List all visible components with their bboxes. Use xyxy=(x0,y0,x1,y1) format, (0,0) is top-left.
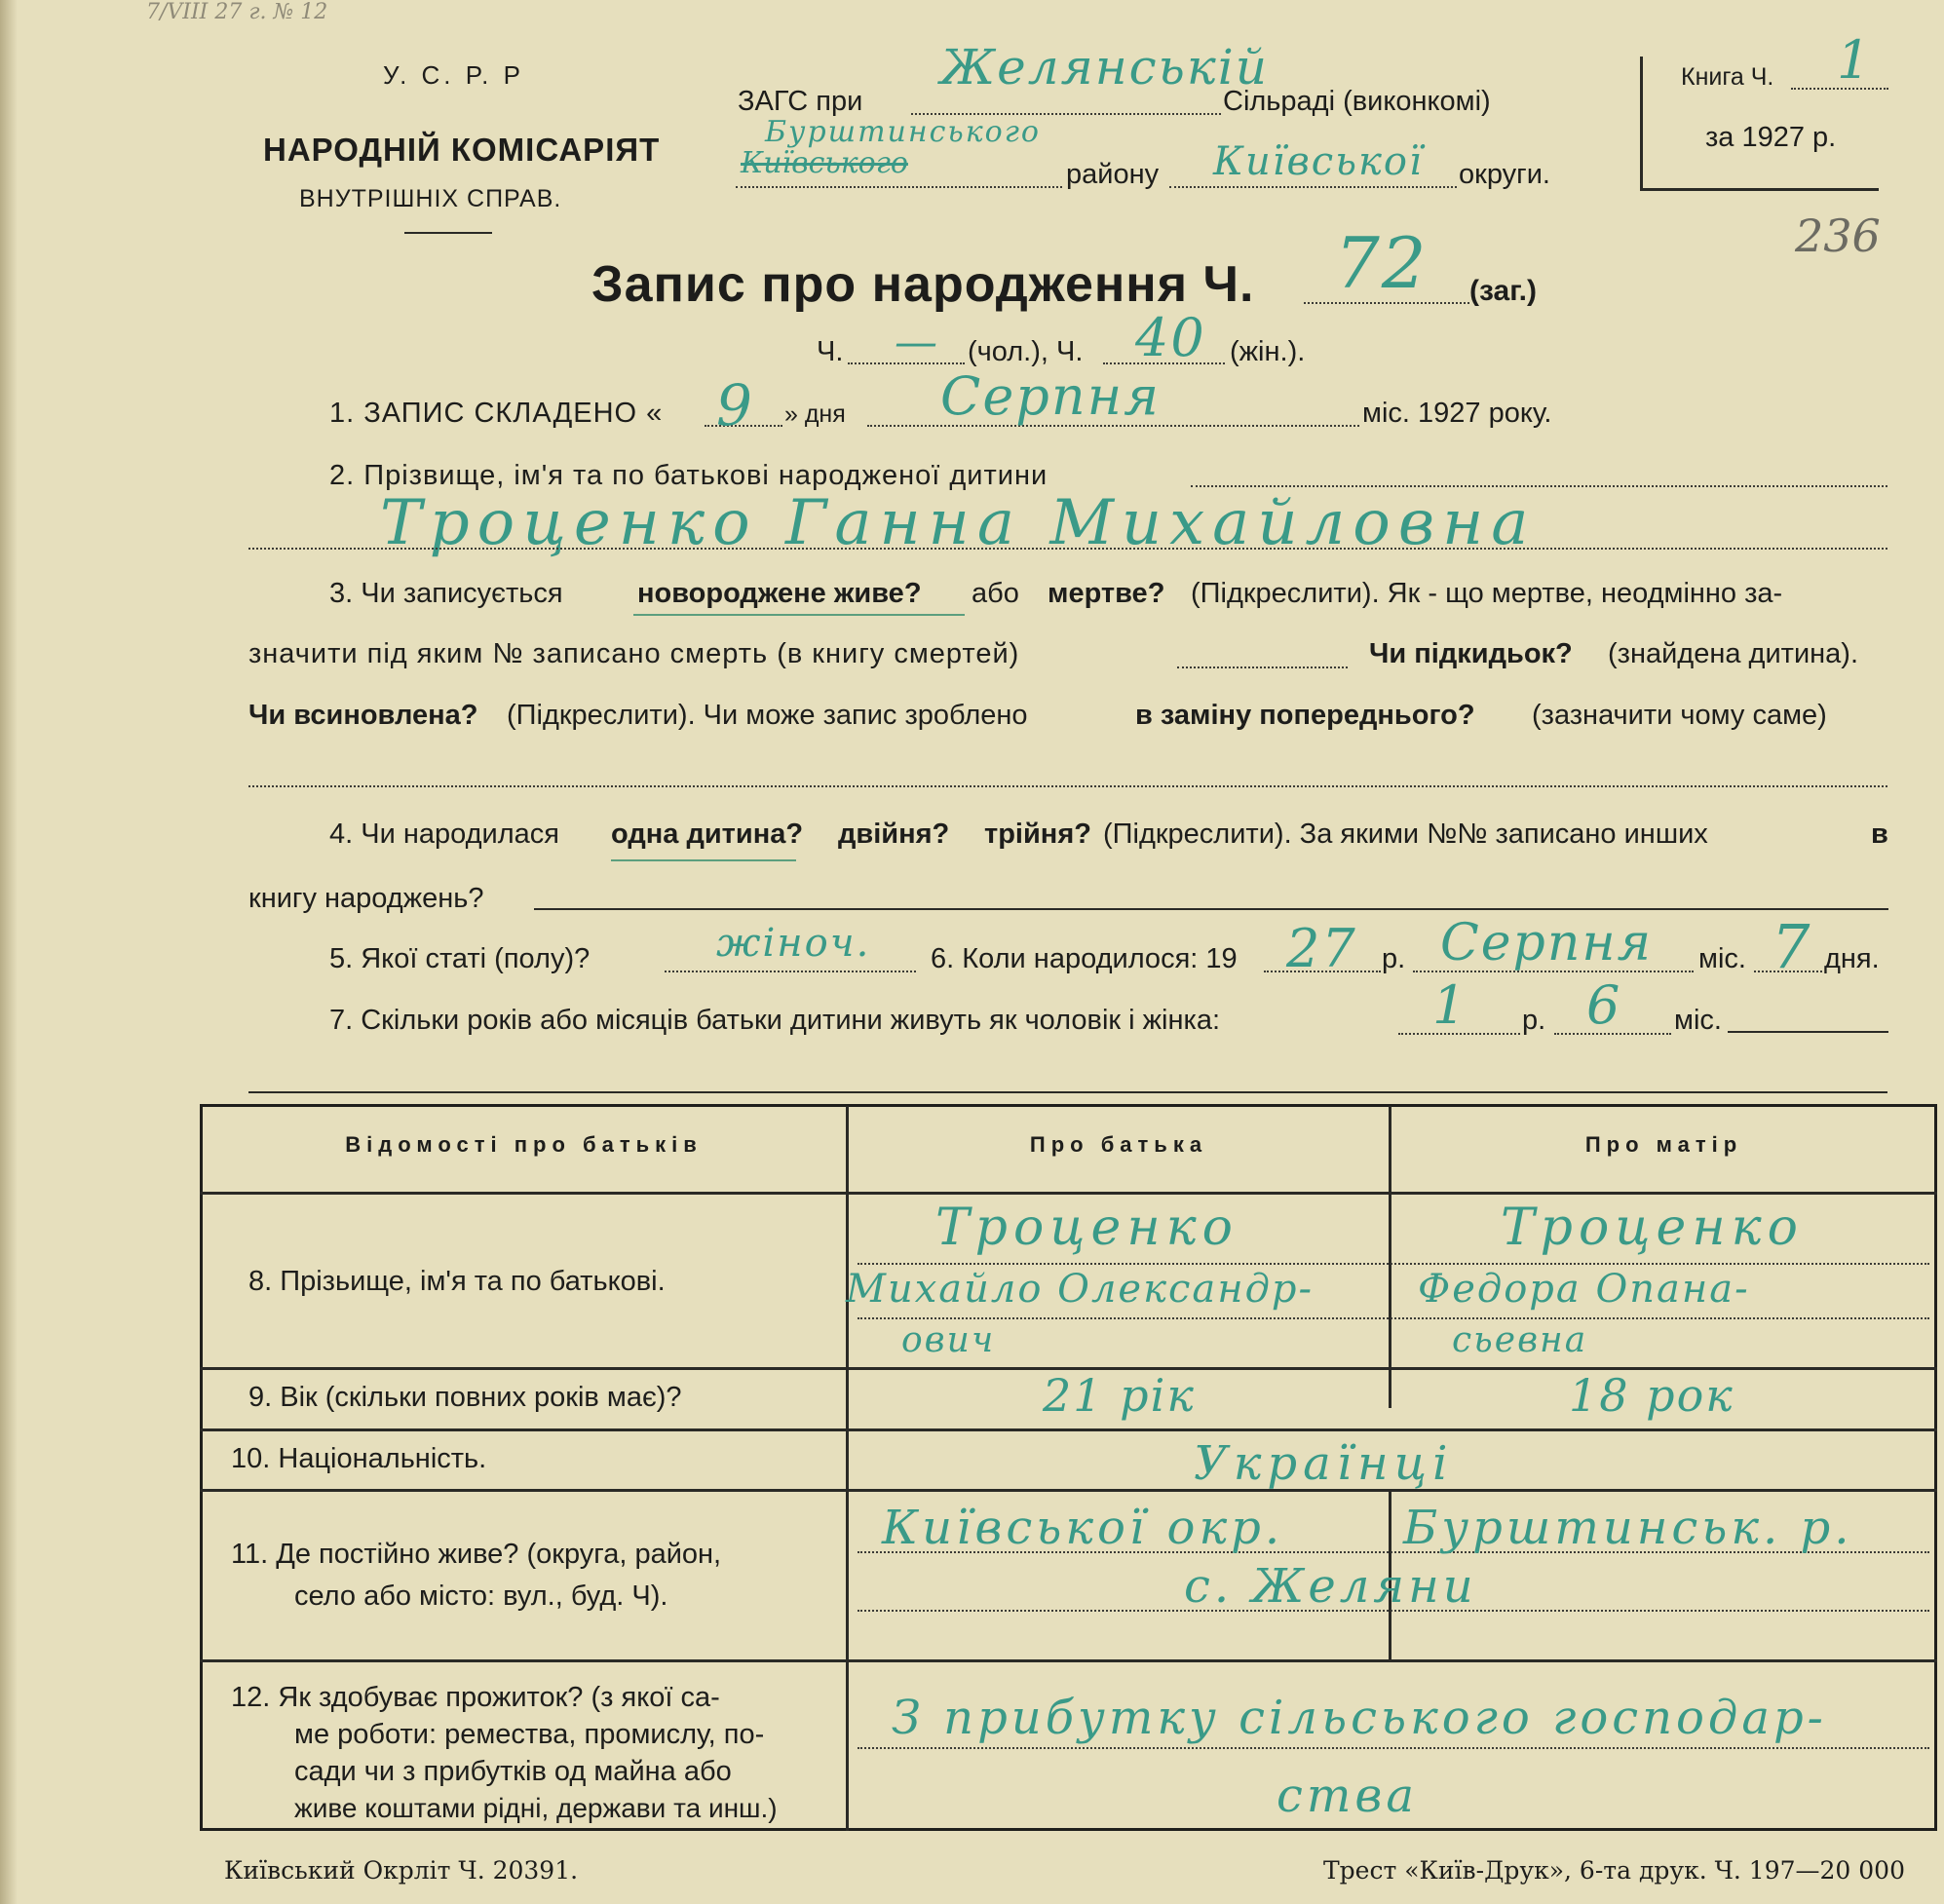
col-header-father: Про батька xyxy=(1029,1132,1208,1157)
field7-r: р. xyxy=(1522,1005,1546,1036)
binding-fold xyxy=(0,0,18,1904)
field7-months: 6 xyxy=(1586,974,1622,1036)
field3-line3-b: (Підкреслити). Чи може запис зроблено xyxy=(507,700,1028,731)
row11-father-2: с. Желяни xyxy=(1184,1559,1477,1614)
footer-right: Трест «Київ-Друк», 6-та друк. Ч. 197—20 000 xyxy=(1323,1856,1905,1885)
field1-prefix: 1. ЗАПИС СКЛАДЕНО « xyxy=(329,398,664,429)
row8-mother-2: Федора Опана- xyxy=(1418,1267,1750,1312)
field6-mis: міс. xyxy=(1698,943,1746,974)
row8-label: 8. Прізьище, ім'я та по батькові. xyxy=(248,1266,666,1297)
row11-mother-1: Бурштинськ. р. xyxy=(1403,1501,1853,1555)
field3-found-child: (знайдена дитина). xyxy=(1608,638,1859,669)
field2-value: Троценко Ганна Михайловна xyxy=(380,487,1537,559)
guide-8a xyxy=(858,1263,1929,1265)
field7-label: 7. Скільки років або місяців батьки дитини живуть як чоловік і жінка: xyxy=(329,1005,1221,1036)
male-value: — xyxy=(895,318,939,367)
field1-middle: » дня xyxy=(784,400,846,428)
field5-label: 5. Якої статі (полу)? xyxy=(329,943,591,974)
field3-live: новороджене живе? xyxy=(637,578,922,609)
field3-live-underline xyxy=(633,614,965,616)
field3-or: або xyxy=(972,578,1019,609)
okruga-handwritten: Київської xyxy=(1213,139,1424,184)
field3-e: (Підкреслити). Як - що мертве, неодмінно за- xyxy=(1191,578,1783,609)
field7-mis: міс. xyxy=(1674,1005,1722,1036)
field3-line2-a: значити під яким № записано смерть (в книгу смертей) xyxy=(248,638,1020,669)
field6-year: 27 xyxy=(1286,918,1357,979)
row8-father-2: Михайло Олександр- xyxy=(846,1267,1315,1312)
field3-dead: мертве? xyxy=(1048,578,1165,609)
field6-r-text: р. xyxy=(1382,943,1406,974)
field6-dnia: дня. xyxy=(1824,943,1880,974)
row8-mother-3: сьевна xyxy=(1452,1320,1588,1360)
header-internal-affairs: ВНУТРІШНІХ СПРАВ. xyxy=(299,185,562,212)
field1-suffix: міс. 1927 року. xyxy=(1362,398,1552,429)
raion-struck: Київського xyxy=(741,146,908,180)
book-number: 1 xyxy=(1837,29,1873,91)
row8-mother-1: Троценко xyxy=(1501,1199,1804,1257)
table-col-line-1 xyxy=(846,1106,849,1831)
field7-rule xyxy=(1728,1031,1888,1033)
field3-dots-line4 xyxy=(248,785,1887,787)
header-ussr: У. С. Р. Р xyxy=(383,60,524,90)
row8-father-1: Троценко xyxy=(935,1199,1239,1257)
guide-8b xyxy=(858,1317,1929,1319)
title-number: 72 xyxy=(1335,222,1429,304)
field6-month: Серпня xyxy=(1440,914,1654,972)
row11-label-2: село або місто: вул., буд. Ч). xyxy=(294,1580,668,1612)
col-header-mother: Про матір xyxy=(1584,1132,1743,1157)
field3-adopted: Чи всиновлена? xyxy=(248,700,478,731)
female-label: (жін.). xyxy=(1230,336,1306,367)
field3-replacement: в заміну попереднього? xyxy=(1135,700,1475,731)
row11-father-1: Київської окр. xyxy=(882,1501,1284,1555)
raion-label: району xyxy=(1066,159,1160,190)
row12-shared-2: ства xyxy=(1277,1769,1418,1823)
footer-left: Київський Окрліт Ч. 20391. xyxy=(224,1856,579,1885)
field3-a: 3. Чи записується xyxy=(329,578,563,609)
page-number: 236 xyxy=(1795,209,1881,262)
field4-f: в xyxy=(1871,819,1888,850)
zags-suffix: Сільраді (виконкомі) xyxy=(1223,86,1491,117)
row12-label-1: 12. Як здобуває прожиток? (з якої са- xyxy=(231,1682,720,1713)
row8-father-3: ович xyxy=(901,1320,996,1360)
row12-label-2: ме роботи: ремества, промислу, по- xyxy=(294,1719,765,1750)
header-divider xyxy=(404,232,492,234)
field5-dots xyxy=(665,971,916,972)
field4-e: (Підкреслити). За якими №№ записано инших xyxy=(1103,819,1708,850)
title-suffix: (заг.) xyxy=(1469,275,1538,307)
book-label: Книга Ч. xyxy=(1681,63,1774,91)
field4-one-child: одна дитина? xyxy=(611,819,804,850)
book-box-bottom xyxy=(1640,188,1879,191)
book-box-left xyxy=(1640,57,1643,191)
row12-label-4: живе коштами рідні, держави та инш.) xyxy=(294,1793,778,1823)
zags-handwritten: Желянській xyxy=(940,39,1269,95)
row9-father: 21 рік xyxy=(1043,1369,1196,1422)
col-header-info: Відомості про батьків xyxy=(345,1132,703,1157)
row12-label-3: сади чи з прибутків од майна або xyxy=(294,1756,732,1787)
row9-mother: 18 рок xyxy=(1569,1369,1734,1422)
row11-label-1: 11. Де постійно живе? (округа, район, xyxy=(231,1539,722,1570)
female-value: 40 xyxy=(1135,307,1206,368)
field4-line2: книгу народжень? xyxy=(248,883,484,914)
field1-day: 9 xyxy=(716,372,754,438)
row9-label: 9. Вік (скільки повних років має)? xyxy=(248,1382,682,1413)
field4-one-underline xyxy=(611,859,796,861)
book-year: за 1927 р. xyxy=(1705,122,1837,153)
table-row-line-9 xyxy=(200,1428,1937,1431)
field4-triplets: трійня? xyxy=(984,819,1091,850)
okruga-label: округи. xyxy=(1459,159,1550,190)
field6-day: 7 xyxy=(1772,911,1812,982)
okruga-dots xyxy=(1169,186,1457,188)
raion-handwritten: Бурштинського xyxy=(765,115,1041,149)
male-prefix: Ч. xyxy=(817,336,844,367)
field5-value: жіноч. xyxy=(716,921,871,966)
header-commissariat: НАРОДНІЙ КОМІСАРІЯТ xyxy=(263,132,661,168)
zags-prefix: ЗАГС при xyxy=(738,86,863,117)
field4-a: 4. Чи народилася xyxy=(329,819,559,850)
field3-foundling: Чи підкидьок? xyxy=(1369,638,1573,669)
field3-line2-dots xyxy=(1177,666,1348,668)
guide-12a xyxy=(858,1747,1929,1749)
field2-label: 2. Прізвище, ім'я та по батькові народженої дитини xyxy=(329,460,1048,491)
field4-twins: двійня? xyxy=(838,819,950,850)
field3-line3-d: (зазначити чому саме) xyxy=(1532,700,1827,731)
table-col-line-2 xyxy=(1389,1106,1391,1408)
field2-dots-2 xyxy=(248,548,1887,550)
raion-dots xyxy=(736,186,1062,188)
male-label: (чол.), Ч. xyxy=(968,336,1084,367)
table-row-line-11 xyxy=(200,1659,1937,1662)
table-row-line-10 xyxy=(200,1489,1937,1492)
row10-label: 10. Національність. xyxy=(231,1443,487,1474)
field1-month: Серпня xyxy=(940,365,1161,427)
field6-label: 6. Коли народилося: 19 xyxy=(931,943,1238,974)
field7-years: 1 xyxy=(1432,974,1468,1036)
field7-rule-2 xyxy=(248,1091,1887,1093)
page-title: Запис про народження Ч. xyxy=(591,256,1255,313)
row10-shared: Українці xyxy=(1194,1436,1454,1491)
field4-line2-rule xyxy=(534,908,1888,910)
top-pencil-note: 7/VIII 27 г. № 12 xyxy=(146,0,328,24)
row12-shared-1: З прибутку сільського господар- xyxy=(892,1691,1827,1745)
table-row-line-header xyxy=(200,1192,1937,1195)
